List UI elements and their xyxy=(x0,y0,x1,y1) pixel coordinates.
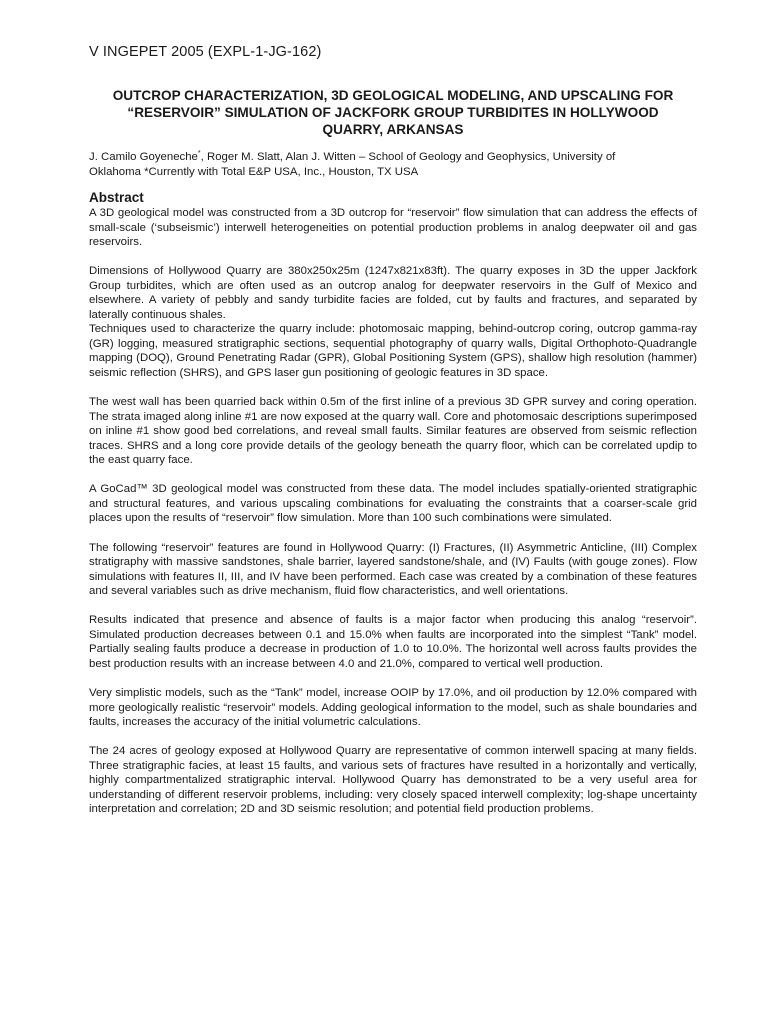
title-line-2: “RESERVOIR” SIMULATION OF JACKFORK GROUP TURBIDITES IN HOLLYWOOD xyxy=(127,104,659,120)
abstract-paragraph: A 3D geological model was constructed from a 3D outcrop for “reservoir” flow simulation that can address the effects of small-scale (‘subseismic’) interwell heterogeneities on potential production problems in analog deepwater oil and gas reservoirs. xyxy=(89,207,697,249)
author-line-2: Oklahoma *Currently with Total E&P USA, Inc., Houston, TX USA xyxy=(89,166,419,178)
abstract-heading: Abstract xyxy=(89,190,144,205)
title-line-1: OUTCROP CHARACTERIZATION, 3D GEOLOGICAL MODELING, AND UPSCALING FOR xyxy=(112,88,674,103)
abstract-paragraph: The west wall has been quarried back within 0.5m of the first inline of a previous 3D GPR survey and coring operation. The strata imaged along inline #1 are now exposed at the quarry wall. Core and photomosaic descriptions superimposed on inline #1 show good bed correlations, and reveal small faults. Similar features are observed from seismic reflection traces. SHRS and a long core provide details of the geology beneath the quarry floor, which can be correlated updip to the east quarry face. xyxy=(89,396,697,467)
first-author: J. Camilo Goyeneche xyxy=(89,151,198,163)
abstract-paragraph: Techniques used to characterize the quarry include: photomosaic mapping, behind-outcrop coring, outcrop gamma-ray (GR) logging, measured stratigraphic sections, sequential photography of quarry walls, Digital Orthophoto-Quadrangle mapping (DOQ), Ground Penetrating Radar (GPR), Global Positioning System (GPS), shallow high resolution (hammer) seismic reflection (SHRS), and GPS laser gun positioning of geologic features in 3D space. xyxy=(89,323,697,380)
abstract-paragraph: The following “reservoir” features are found in Hollywood Quarry: (I) Fractures, (II) Asymmetric Anticline, (III) Complex stratigraphy with massive sandstones, shale barrier, layered sandstone/shale, and (IV) Faults (with gouge zones). Flow simulations with features II, III, and IV have been performed. Each case was created by a combination of these features and several variables such as drive mechanism, fluid flow characteristics, and well orientations. xyxy=(89,541,697,598)
abstract-paragraph: The 24 acres of geology exposed at Hollywood Quarry are representative of common interwell spacing at many fields. Three stratigraphic facies, at least 15 faults, and various sets of fractures have resulted in a horizontally and vertically, highly compartmentalized stratigraphic interval. Hollywood Quarry has demonstrated to be a very useful area for understanding of different reservoir problems, including: very closely spaced interwell complexity; log-shape uncertainty interpretation and correlation; 2D and 3D seismic resolution; and potential field production problems. xyxy=(89,745,697,816)
author-line-1 xyxy=(89,150,697,165)
conference-header: V INGEPET 2005 (EXPL-1-JG-162) xyxy=(89,44,322,60)
abstract-paragraph: A GoCad™ 3D geological model was constructed from these data. The model includes spatially-oriented stratigraphic and structural features, and various upscaling combinations for evaluating the constraints that a coarser-scale grid places upon the results of “reservoir” flow simulation. More than 100 such combinations were simulated. xyxy=(89,483,697,525)
title-line-3: QUARRY, ARKANSAS xyxy=(322,121,464,137)
abstract-paragraph: Results indicated that presence and absence of faults is a major factor when producing this analog “reservoir”. Simulated production decreases between 0.1 and 15.0% when faults are incorporated into the simplest “Tank” model. Partially sealing faults produce a decrease in production of 1.0 to 10.0%. The horizontal well across faults provides the best production results with an increase between 4.0 and 21.0%, compared to vertical well production. xyxy=(89,614,697,670)
abstract-paragraph: Very simplistic models, such as the “Tank” model, increase OOIP by 17.0%, and oil production by 12.0% compared with more geologically realistic “reservoir” models. Adding geological information to the model, such as shale boundaries and faults, increases the accuracy of the initial volumetric calculations. xyxy=(89,687,697,729)
abstract-paragraph: Dimensions of Hollywood Quarry are 380x250x25m (1247x821x83ft). The quarry exposes in 3D the upper Jackfork Group turbidites, which are often used as an outcrop analog for deepwater reservoirs in the Gulf of Mexico and elsewhere. A variety of pebbly and sandy turbidite facies are folded, cut by faults and fractures, and separated by laterally continuous shales. xyxy=(89,265,697,321)
co-authors: , Roger M. Slatt, Alan J. Witten – School of Geology and Geophysics, University of xyxy=(200,151,616,163)
abstract-body xyxy=(89,206,697,832)
author-block xyxy=(89,150,697,180)
paper-title xyxy=(89,88,697,138)
affiliation-marker: * xyxy=(197,150,201,157)
